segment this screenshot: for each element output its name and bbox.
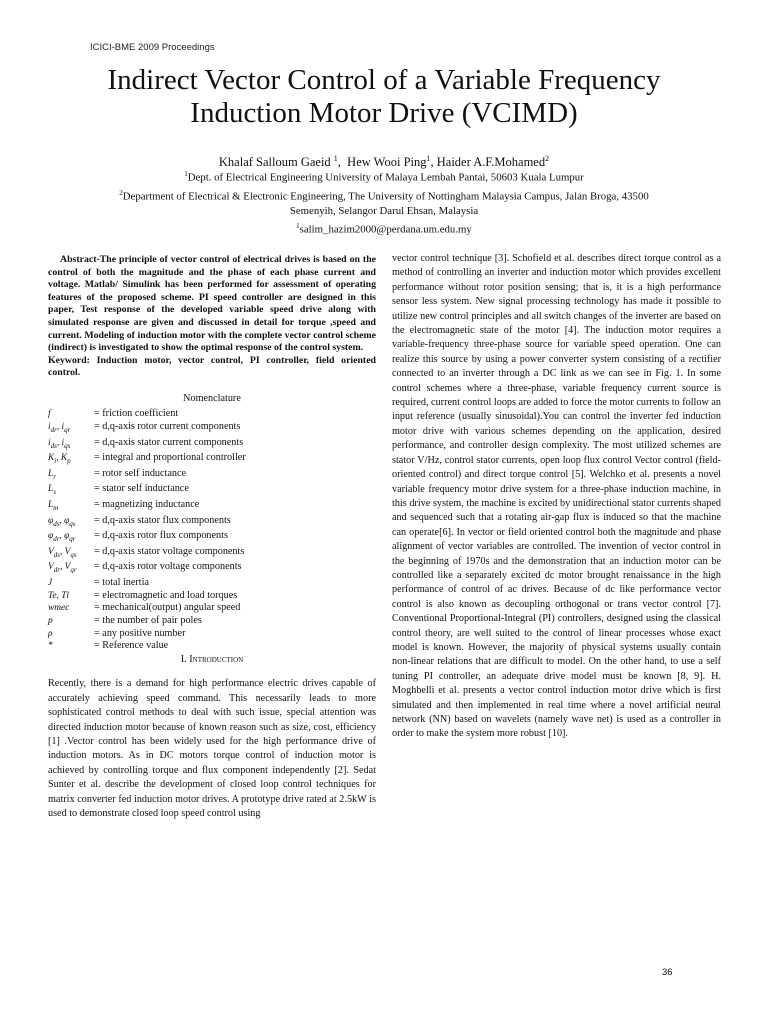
affiliation-2: $^2$Department of Electrical & Electronic Engineering, The University of Nottingham Malaysia Campus, Jalan Broga, 43500 bbox=[119, 188, 649, 203]
nomenclature-symbol: f bbox=[48, 409, 51, 420]
nomenclature-item bbox=[48, 530, 376, 546]
nomenclature-symbol: $V_{ds}$, $V_{qs}$ bbox=[48, 546, 77, 559]
nomenclature-symbol: $\varphi_{dr}$, $\varphi_{qr}$ bbox=[48, 531, 76, 543]
nomenclature-symbol: $K_i$, $K_p$ bbox=[48, 453, 71, 466]
nomenclature-item bbox=[48, 499, 376, 515]
nomenclature-definition: = any positive number bbox=[94, 627, 186, 639]
nomenclature-definition: = d,q-axis stator flux components bbox=[94, 514, 231, 526]
nomenclature-definition: = friction coefficient bbox=[94, 408, 179, 420]
paper-title bbox=[40, 64, 728, 130]
nomenclature-definition: = d,q-axis stator current components bbox=[94, 436, 244, 448]
nomenclature-definition: = d,q-axis stator voltage components bbox=[94, 545, 245, 557]
nomenclature-symbol: J bbox=[48, 577, 53, 588]
nomenclature-symbol: $L_s$ bbox=[48, 484, 56, 497]
nomenclature-symbol: wmec bbox=[48, 603, 70, 614]
nomenclature-item bbox=[48, 452, 376, 468]
affiliation-2-continued: Semenyih, Selangor Darul Ehsan, Malaysia bbox=[289, 205, 479, 218]
nomenclature-definition: = the number of pair poles bbox=[94, 614, 202, 626]
nomenclature-definition: = electromagnetic and load torques bbox=[94, 589, 238, 601]
nomenclature-list bbox=[48, 408, 376, 653]
intro-paragraph-1: Recently, there is a demand for high performance electric drives capable of accurately achieving speed command. This necessarily leads to more sophisticated control methods to deal with such issue, special attention was directed induction motor because of known reason such as size, cost, efficiency [1] .Vector control has been widely used for the high performance drive of induction motors. As in DC motors torque control of induction motor is achieved by controlling torque and flux component independently [2]. Sedat Sunter et al. describe the development of closed loop control techniques for matrix converter fed induction motor drives. A prototype drive rated at 2.5kW is used to demonstrate closed loop speed control using bbox=[48, 678, 376, 820]
author-email: $^1$salim_hazim2000@perdana.um.edu.my bbox=[296, 222, 472, 236]
nomenclature-item bbox=[48, 640, 376, 653]
nomenclature-item bbox=[48, 602, 376, 615]
nomenclature-symbol: $i_{ds}$, $i_{qs}$ bbox=[48, 437, 71, 450]
title-line-1: Indirect Vector Control of a Variable Frequency bbox=[107, 64, 661, 96]
nomenclature-definition: = integral and proportional controller bbox=[94, 452, 246, 464]
nomenclature-symbol: p bbox=[48, 615, 53, 626]
nomenclature-symbol: $L_r$ bbox=[48, 468, 56, 481]
author-1-affiliation-mark: 1 bbox=[333, 154, 338, 163]
nomenclature-item bbox=[48, 483, 376, 499]
section-heading-introduction: I. Introduction bbox=[180, 654, 244, 666]
left-column bbox=[48, 254, 376, 822]
page-number: 36 bbox=[662, 967, 673, 978]
nomenclature-item bbox=[48, 546, 376, 562]
proceedings-header: ICICI-BME 2009 Proceedings bbox=[90, 42, 215, 53]
intro-paragraph-2: vector control technique [3]. Schofield et al. describes direct torque control as a method of controlling an inverter and induction motor which provides excellent performance without rotor position sensing; that is, it is a high performance sensor less system. New signal processing technology has made it possible to utilize new control principles and all switch changes of the inverter are based on the electromagnetic state of the motor [4]. The induction motor requires a variable-frequency three-phase source for variable speed operation. One can realize this source by using a power converter system consisting of a rectifier connected to an inverter through a DC link as we can see in Fig. 1. In some control schemes where a three-phase, variable frequency current source is required, current control loops are added to force the motor currents to follow an input reference (usually sinusoidal).You can control the inverter fed induction motor drive with various schemes depending on the application, desired performance, and controller design complexity. The most utilized schemes are stator V/Hz, control stator currents, open loop flux control Vector control (field-oriented control) and direct torque control [5]. Welchko et al. presents a novel variable frequency motor drive system for a three-phase induction machine, in this drive system, the machine is excited by unidirectional stator currents shaped and sequenced such that a rotating air-gap flux is induced so that the machine can operate[6]. In vector or field oriented control both the magnitude and phase alignment of vector variables are controlled. The invention of vector control in the beginning of 1970s and the demonstration that an induction motor can be controlled like a separately excited dc motor brought renaissance in the high performance of control of ac drives. Because of dc like performance vector control is also known as decoupling orthogonal or trans vector control [7]. Conventional Proportional-Integral (PI) controllers, designed using the classical control theory, are well suited to the control of linear processes whose exact model is known. However, the majority of physical systems usually contain non-linear relations that are difficult to model. On the other hand, to use a self tuning PI controller, an adequate drive model must be known [8, 9]. H. Moghbelli et al. presents a vector control induction motor drive which is first simulated and then implemented in real time where a novel artificial neural network (NN) based on wavelets (namely wave net) is used as a controller in order to make the system more robust [10]. bbox=[392, 253, 721, 740]
nomenclature-symbol: $i_{dr}$, $i_{qr}$ bbox=[48, 422, 71, 434]
right-column bbox=[392, 252, 721, 742]
nomenclature-symbol: $L_m$ bbox=[48, 499, 59, 512]
nomenclature-title: Nomenclature bbox=[183, 392, 241, 404]
nomenclature-definition: = stator self inductance bbox=[94, 483, 189, 495]
author-list: Khalaf Salloum Gaeid $^1$, Hew Wooi Ping$^1$, Haider A.F.Mohamed$^2$ bbox=[218, 154, 550, 170]
author-1: Khalaf Salloum Gaeid bbox=[218, 155, 331, 170]
nomenclature-definition: = d,q-axis rotor current components bbox=[94, 421, 241, 433]
nomenclature-definition: = rotor self inductance bbox=[94, 467, 187, 479]
affiliations bbox=[40, 167, 728, 238]
nomenclature-definition: = d,q-axis rotor voltage components bbox=[94, 561, 242, 573]
title-line-2: Induction Motor Drive (VCIMD) bbox=[190, 97, 578, 129]
author-3: Haider A.F.Mohamed bbox=[436, 155, 546, 170]
nomenclature-definition: = magnetizing inductance bbox=[94, 498, 200, 510]
nomenclature-symbol: Te, Tl bbox=[48, 590, 70, 601]
nomenclature-symbol: * bbox=[48, 641, 53, 652]
nomenclature-symbol: ρ bbox=[48, 628, 53, 639]
nomenclature-item bbox=[48, 561, 376, 577]
nomenclature-item bbox=[48, 628, 376, 641]
nomenclature-item bbox=[48, 615, 376, 628]
author-3-affiliation-mark: 2 bbox=[545, 154, 550, 163]
affiliation-1: $^1$Dept. of Electrical Engineering University of Malaya Lembah Pantai, 50603 Kuala Lumpur bbox=[184, 170, 584, 184]
nomenclature-item bbox=[48, 590, 376, 603]
author-2: Hew Wooi Ping bbox=[347, 155, 427, 170]
nomenclature-definition: = Reference value bbox=[94, 640, 169, 652]
nomenclature-item bbox=[48, 515, 376, 531]
nomenclature-symbol: $\varphi_{ds}$, $\varphi_{qs}$ bbox=[48, 515, 76, 528]
nomenclature-item bbox=[48, 421, 376, 437]
nomenclature-item bbox=[48, 577, 376, 590]
abstract: Abstract-The principle of vector control of electrical drives is based on the control of both the magnitude and the phase of each phase current and voltage. Matlab/ Simulink has been performed for assessment of operating features of the proposed scheme. PI speed controller are designed in this paper, Test response of the developed variable speed drive along with simulated response are given and discussed in detail for torque ,speed and current. Modeling of induction motor with the complete vector control scheme (indirect) is investigated to show the optimal response of the control system. bbox=[48, 254, 376, 354]
nomenclature-definition: = total inertia bbox=[94, 576, 149, 588]
nomenclature-symbol: $V_{dr}$, $V_{qr}$ bbox=[48, 562, 77, 575]
nomenclature-definition: = mechanical(output) angular speed bbox=[94, 602, 241, 614]
keywords: Keyword: Induction motor, vector control, PI controller, field oriented control. bbox=[48, 354, 376, 379]
nomenclature-item bbox=[48, 468, 376, 484]
nomenclature-item bbox=[48, 437, 376, 453]
nomenclature-definition: = d,q-axis rotor flux components bbox=[94, 530, 228, 542]
nomenclature-item bbox=[48, 408, 376, 421]
author-2-affiliation-mark: 1 bbox=[426, 154, 431, 163]
